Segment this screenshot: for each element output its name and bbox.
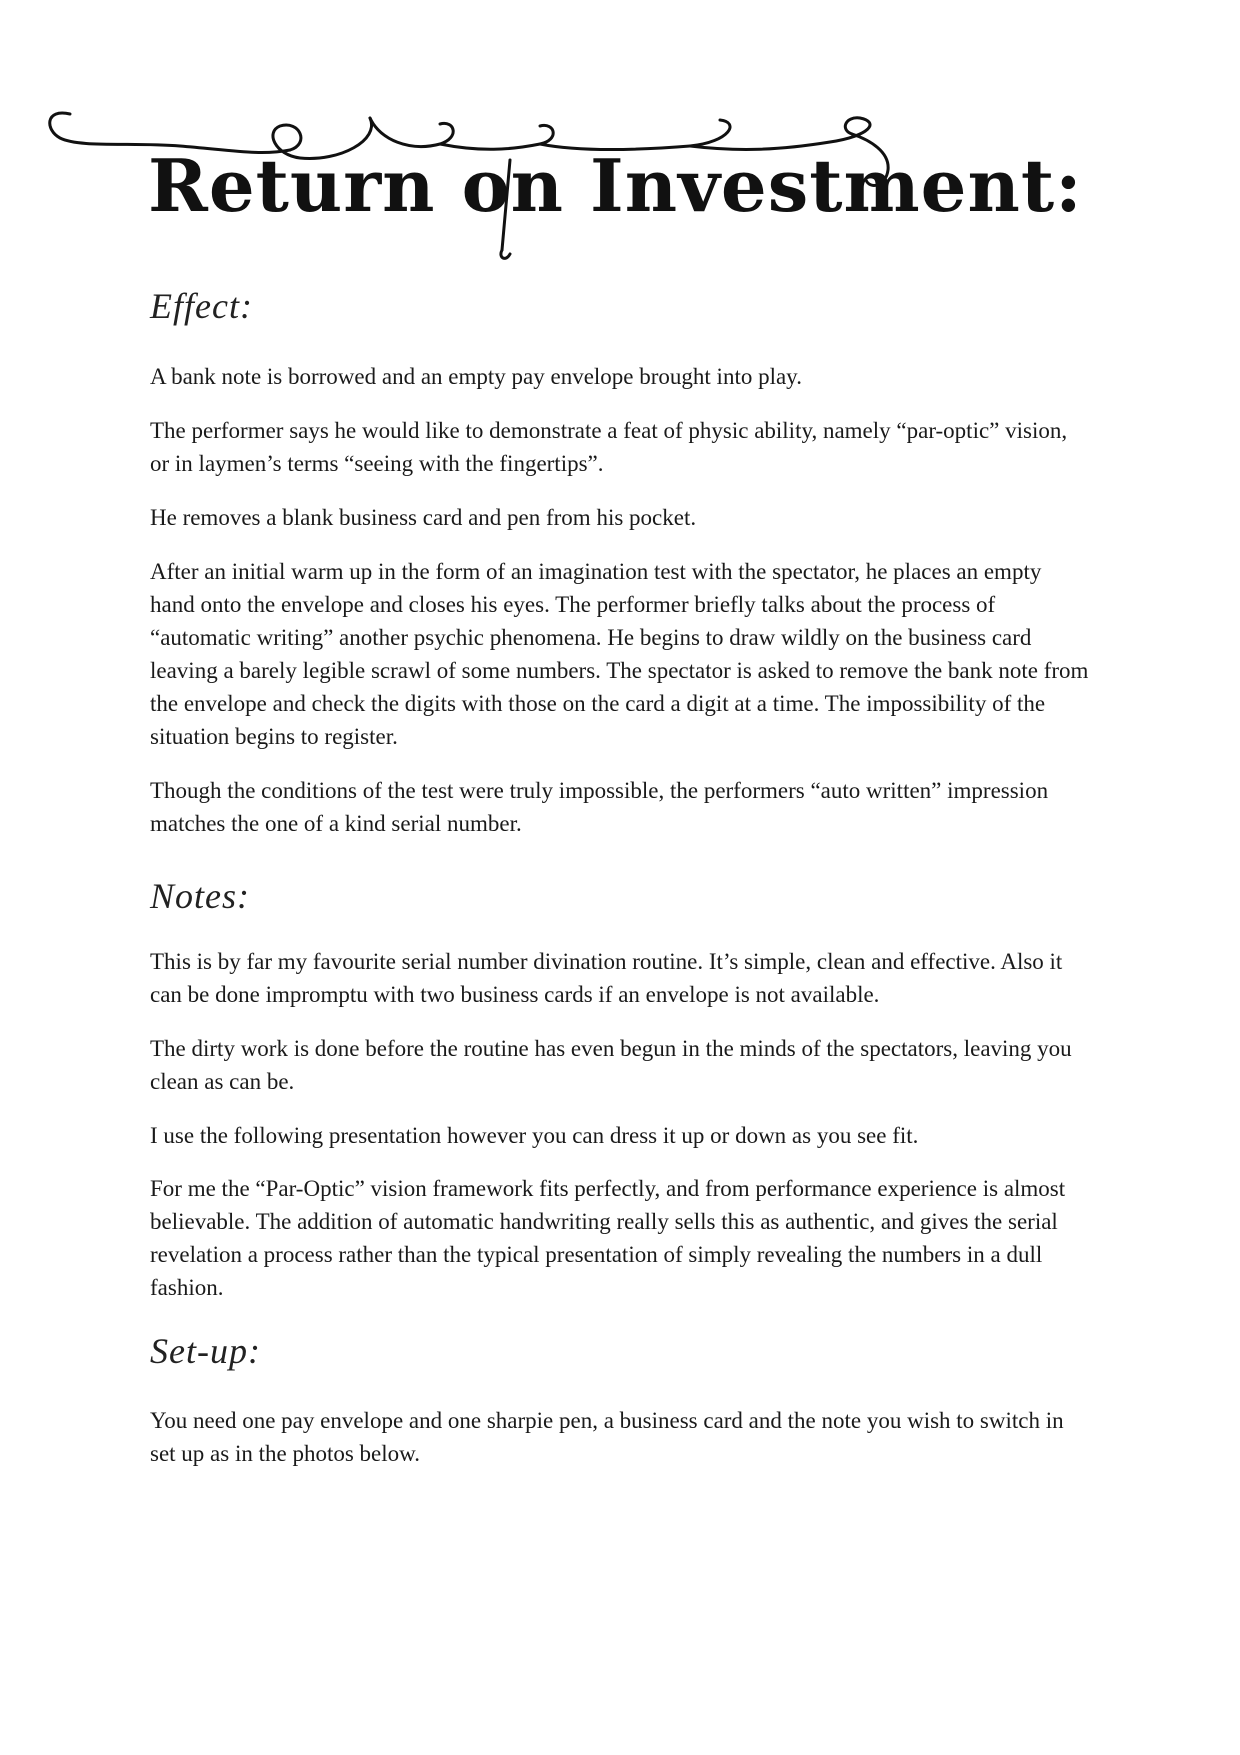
page-title: Return on Investment:	[148, 143, 1083, 228]
setup-paragraph-1: You need one pay envelope and one sharpie pen, a business card and the note you wish to switch in set up as in the photos below.	[150, 1408, 1064, 1466]
effect-paragraph-3: He removes a blank business card and pen from his pocket.	[150, 505, 697, 530]
notes-paragraph-3: I use the following presentation however you can dress it up or down as you see fit.	[150, 1123, 919, 1148]
effect-paragraph-1: A bank note is borrowed and an empty pay envelope brought into play.	[150, 364, 802, 389]
setup-heading: Set-up:	[150, 1331, 261, 1371]
title-block	[40, 100, 1083, 270]
notes-paragraph-1: This is by far my favourite serial number divination routine. It’s simple, clean and effective. Also it can be done impromptu with two business cards if an envelope is not available.	[150, 949, 1063, 1007]
notes-heading: Notes:	[150, 876, 250, 916]
effect-paragraph-2: The performer says he would like to demonstrate a feat of physic ability, namely “par-optic” vision, or in laymen’s terms “seeing with the fingertips”.	[150, 418, 1068, 476]
effect-paragraph-5: Though the conditions of the test were truly impossible, the performers “auto written” impression matches the one of a kind serial number.	[150, 778, 1049, 836]
effect-paragraph-4: After an initial warm up in the form of an imagination test with the spectator, he places an empty hand onto the envelope and closes his eyes. The performer briefly talks about the process of “automatic writing” another psychic phenomena. He begins to draw wildly on the business card leaving a barely legible scrawl of some numbers. The spectator is asked to remove the bank note from the envelope and check the digits with those on the card a digit at a time. The impossibility of the situation begins to register.	[150, 559, 1089, 749]
notes-paragraph-2: The dirty work is done before the routine has even begun in the minds of the spectators, leaving you clean as can be.	[150, 1036, 1072, 1094]
effect-heading: Effect:	[150, 286, 253, 326]
notes-paragraph-4: For me the “Par-Optic” vision framework fits perfectly, and from performance experience is almost believable. The addition of automatic handwriting really sells this as authentic, and gives the serial revelation a process rather than the typical presentation of simply revealing the numbers in a dull fashion.	[150, 1176, 1066, 1300]
